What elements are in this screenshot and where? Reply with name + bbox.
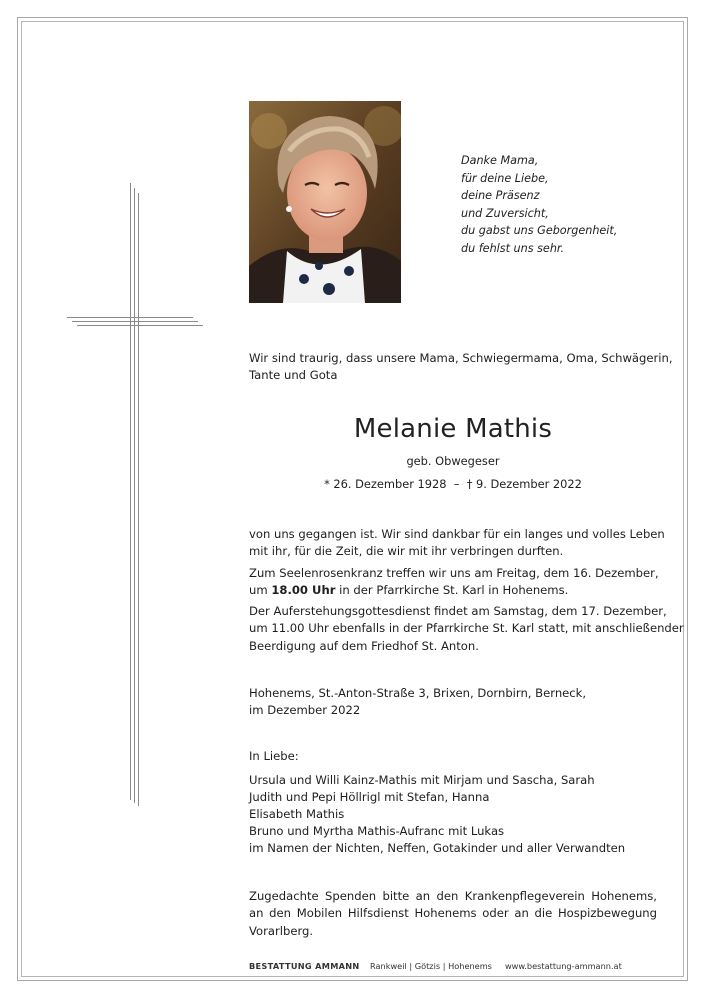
poem-line: und Zuversicht, — [461, 206, 549, 220]
poem-line: für deine Liebe, — [461, 171, 549, 185]
funeral-home-locations: Rankweil | Götzis | Hohenems — [370, 961, 492, 971]
footer — [249, 961, 622, 971]
mass-text: Der Auferstehungsgottesdienst findet am Samstag, dem 17. Dezember, um 11.00 Uhr ebenfalls in der Pfarrkirche St. Karl statt, mit anschließender Beerdigung auf dem Friedhof St. Anton. — [249, 604, 684, 653]
poem-line: du gabst uns Geborgenheit, — [461, 224, 618, 237]
poem-line: du fehlst uns sehr. — [461, 241, 565, 255]
family-list — [249, 772, 625, 857]
family-line: Ursula und Willi Kainz-Mathis mit Mirjam und Sascha, Sarah — [249, 773, 595, 787]
gratitude-text: von uns gegangen ist. Wir sind dankbar für ein langes und volles Leben mit ihr, für die Zeit, die wir mit ihr verbringen durften. — [249, 527, 665, 559]
family-line: Bruno und Myrtha Mathis-Aufranc mit Lukas — [249, 823, 505, 838]
life-dates: * 26. Dezember 1928 – † 9. Dezember 2022 — [324, 477, 582, 491]
poem-line: Danke Mama, — [461, 154, 539, 167]
donations-text: Zugedachte Spenden bitte an den Krankenpflegeverein Hohenems, an den Mobilen Hilfsdienst Hohenems oder an die Hospizbewegung Vorarlberg. — [249, 889, 657, 938]
rosary-time: 18.00 Uhr — [271, 583, 336, 598]
family-line: im Namen der Nichten, Neffen, Gotakinder und aller Verwandten — [249, 840, 626, 855]
place-date: Hohenems, St.-Anton-Straße 3, Brixen, Dornbirn, Berneck, im Dezember 2022 — [249, 686, 587, 717]
love-heading: In Liebe: — [249, 749, 299, 763]
poem — [461, 152, 617, 257]
intro-text: Wir sind traurig, dass unsere Mama, Schwiegermama, Oma, Schwägerin, Tante und Gota — [249, 351, 673, 383]
portrait-photo — [249, 101, 401, 303]
poem-line: deine Präsenz — [461, 189, 540, 202]
rosary-text: Zum Seelenrosenkranz treffen wir uns am Freitag, dem 16. Dezember, um 18.00 Uhr in der Pfarrkirche St. Karl in Hohenems. — [249, 566, 659, 598]
family-line: Judith und Pepi Höllrigl mit Stefan, Hanna — [249, 789, 490, 804]
family-line: Elisabeth Mathis — [249, 806, 345, 821]
funeral-home-website[interactable]: www.bestattung-ammann.at — [504, 961, 622, 971]
funeral-home-name: BESTATTUNG AMMANN — [249, 961, 360, 971]
deceased-name: Melanie Mathis — [353, 414, 553, 444]
birth-name: geb. Obwegeser — [406, 454, 500, 468]
